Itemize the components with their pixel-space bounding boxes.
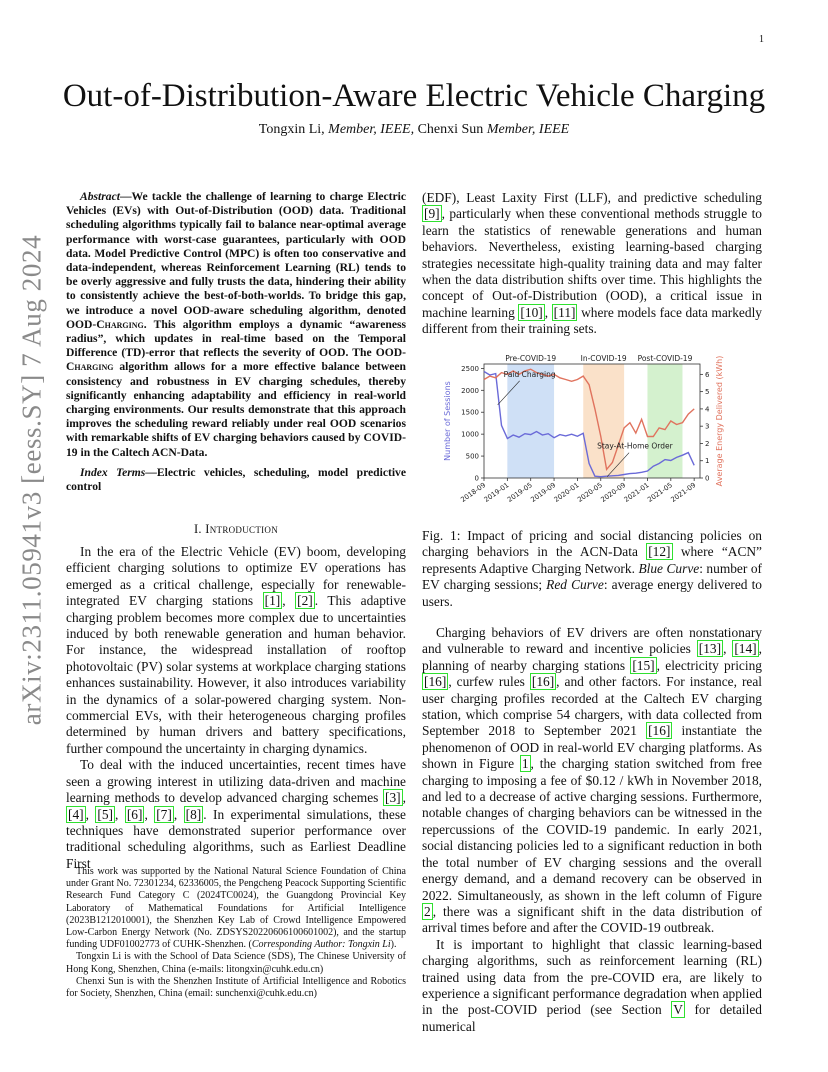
author-name: Chenxi Sun xyxy=(417,122,484,137)
paragraph-text: (EDF), Least Laxity First (LLF), and predictive scheduling xyxy=(422,190,762,205)
paragraph: To deal with the induced uncertainties, recent times have seen a growing interest in utilizing data-driven and machine learning methods to develop advanced charging schemes [3] , [4] , [5] , [6] , [7] , [8] . In experimental simulations, these techniques have demonstrated superior performance over traditional scheduling algorithms, such as Earliest Deadline First xyxy=(66,757,406,871)
abstract-text: . This algorithm employs a dynamic “awareness radius”, which updates in real-time based on the Temporal Difference (TD)-error that reflects the severity of OOD. The xyxy=(66,317,406,360)
citation-link[interactable]: [6] xyxy=(126,806,143,822)
y-tick-label: 500 xyxy=(465,452,479,461)
covid-period-region xyxy=(583,364,624,478)
citation-link[interactable]: [7] xyxy=(156,806,172,822)
arxiv-identifier xyxy=(12,234,52,726)
x-tick-label: 2021-09 xyxy=(669,481,698,504)
abstract-label: Abstract xyxy=(80,190,120,203)
citation-link[interactable]: [5] xyxy=(97,806,114,822)
red-curve-label: Red Curve xyxy=(546,577,604,593)
arxiv-identifier-text: arXiv:2311.05941v3 [eess.SY] 7 Aug 2024 xyxy=(16,234,47,726)
covid-period-region xyxy=(507,364,554,478)
paragraph-text: , particularly when these conventional methods struggle to learn the statistics of renewable generations and human behaviors. Nevertheless, existing learning-based charging strategies necessitate high-quality training data and may falter when the data distribution shifts over time. This highlights the concept of Out-of-Distribution (OOD), a critical issue in machine learning xyxy=(422,206,762,320)
section-heading: I. Introduction xyxy=(193,522,279,536)
figure-caption xyxy=(422,528,762,610)
paragraph-text: It is important to highlight that classic learning-based charging algorithms, such as reinforcement learning (RL) trained using data from the pre-COVID era, are likely to experience a significant performance degradation when applied in the post-COVID period (see Section xyxy=(422,936,762,1018)
paper-title: Out-of-Distribution-Aware Electric Vehicle Charging xyxy=(62,78,766,114)
x-tick-label: 2021-01 xyxy=(622,481,651,504)
y-tick-label: 1000 xyxy=(461,430,479,439)
region-label: In-COVID-19 xyxy=(580,354,627,363)
x-tick-label: 2020-05 xyxy=(576,481,604,504)
citation-link[interactable]: [16] xyxy=(648,723,671,739)
citation-link[interactable]: [16] xyxy=(531,674,555,690)
x-tick-label: 2019-01 xyxy=(482,481,511,504)
citation-link[interactable]: [15] xyxy=(632,657,655,673)
citation-link[interactable]: [13] xyxy=(698,641,722,657)
footnote-affiliation: Chenxi Sun is with the Shenzhen Institute of Artificial Intelligence and Robotics for Society, Shenzhen, China (email: sunchenxi@cuhk.edu.cn) xyxy=(66,975,406,1000)
index-terms-label: Index Terms xyxy=(80,466,146,479)
footnote-funding xyxy=(66,866,406,951)
y2-tick-label: 4 xyxy=(705,405,710,414)
citation-link[interactable]: [11] xyxy=(553,304,576,320)
right-column-intro xyxy=(422,190,762,338)
paragraph-text: To deal with the induced uncertainties, recent times have seen a growing interest in utilizing data-driven and machine learning methods to develop advanced charging schemes xyxy=(66,757,406,806)
index-terms xyxy=(66,466,406,494)
paragraph-text: , there was a significant shift in the data distribution of arrival times before and after the COVID-19 outbreak. xyxy=(422,903,762,936)
footnote-text: This work was supported by the National Natural Science Foundation of China under Grant No. 72301234, 62336005, the Pengcheng Peacock Supporting Scientific Research Fund Category C (2024TC0024), the Guangdong Provincial Key Laboratory of Mathematical Foundations for Artificial Intelligence (2023B1212010001), the Shenzhen Key Lab of Crowd Intelligence Empowered Low-Carbon Energy Network (No. ZDSYS20220606100601002), and the startup funding UDF01002773 of CUHK-Shenzhen. ( xyxy=(66,866,406,951)
region-label: Pre-COVID-19 xyxy=(505,354,557,363)
abstract-text: —We tackle the challenge of learning to charge Electric Vehicles (EVs) with Out-of-Distribution (OOD) data. Traditional scheduling algorithms typically fail to balance near-optimal average performance with worst-case guarantees, particularly with OOD data. Model Predictive Control (MPC) is often too conservative and data-independent, whereas Reinforcement Learning (RL) tends to be overly aggressive and fully trusts the data, hindering their ability to consistently achieve the best-of-both-worlds. To bridge this gap, we introduce a novel OOD-aware scheduling algorithm, denoted xyxy=(66,190,406,317)
y-tick-label: 1500 xyxy=(461,408,479,417)
figure-1 xyxy=(432,350,742,525)
x-tick-label: 2020-01 xyxy=(552,481,581,504)
x-tick-label: 2020-09 xyxy=(599,481,628,504)
paragraph xyxy=(66,544,406,757)
paragraph-text: , electricity pricing xyxy=(656,657,762,673)
paragraph-text: , curfew rules xyxy=(448,674,530,690)
paragraph: Charging behaviors of EV drivers are often nonstationary and vulnerable to reward and incentive policies [13] , [14] , planning of nearby charging stations [15] , electricity pricing [16] , curfew rules [16] , and other factors. For instance, real user charging profiles recorded at the Caltech EV charging station, which comprise 54 chargers, with data collected from September 2018 to September 2021 [16] instantiate the phenomenon of OOD in real-world EV charging platforms. As shown in Figure 1 , the charging station switched from free charging to imposing a fee of $0.12 / kWh in November 2018, and led to a decrease of active charging sessions. Furthermore, notable changes of charging behaviors can be witnessed in the repercussions of the COVID-19 pandemic. In early 2021, social distancing policies led to a significant reduction in both the total number of EV charging sessions and the overall energy demand, and a demand recovery can be observed in 2022. Simultaneously, as shown in the left column of Figure 2 , there was a significant shift in the data distribution of arrival times before and after the COVID-19 outbreak. xyxy=(422,625,763,936)
y-tick-label: 0 xyxy=(474,474,479,483)
paragraph-text: Charging behaviors of EV drivers are often nonstationary and vulnerable to reward and incentive policies xyxy=(422,625,762,657)
y2-tick-label: 2 xyxy=(705,439,710,448)
algorithm-name: OOD-Charging xyxy=(66,346,406,374)
y-tick-label: 2000 xyxy=(461,386,479,395)
footnote xyxy=(66,866,406,1000)
y2-tick-label: 1 xyxy=(705,457,710,466)
paragraph-text: where models face data markedly different from their training sets. xyxy=(422,304,762,337)
corresponding-author: Corresponding Author: Tongxin Li xyxy=(251,939,391,951)
ev-charging-chart xyxy=(432,350,742,525)
citation-link[interactable]: [16] xyxy=(424,674,447,690)
blue-curve-label: Blue Curve xyxy=(638,560,700,576)
paragraph-text: , and other factors. For instance, real user charging profiles recorded at the Caltech EV charging station, which comprise 54 chargers, with data collected from September 2018 to September 2021 xyxy=(422,674,763,739)
y2-axis-label: Average Energy Delivered (kWh) xyxy=(715,355,724,487)
section-link[interactable]: V xyxy=(673,1002,683,1018)
footnote-text: ). xyxy=(390,939,397,951)
caption-text: : number of EV charging sessions; xyxy=(422,560,762,593)
covid-period-region xyxy=(647,364,682,478)
author-role: Member, IEEE, xyxy=(328,122,415,137)
paragraph xyxy=(422,937,762,1035)
footnote-affiliation: Tongxin Li is with the School of Data Science (SDS), The Chinese University of Hong Kong, Shenzhen, China (e-mails: litongxin@cuhk.edu.cn) xyxy=(66,951,406,975)
paragraph-text: , the charging station switched from free charging to imposing a fee of $0.12 / kWh in November 2018, and led to a decrease of active charging sessions. Furthermore, notable changes of charging behaviors can be witnessed in the repercussions of the COVID-19 pandemic. In early 2021, social distancing policies led to a significant reduction in both the total number of EV charging sessions and the overall energy demand, and a demand recovery can be observed in 2022. Simultaneously, as shown in the left column of Figure xyxy=(422,756,762,903)
citation-link[interactable]: [9] xyxy=(424,206,440,222)
x-tick-label: 2019-09 xyxy=(529,481,558,504)
paragraph-text: In the era of the Electric Vehicle (EV) boom, developing efficient charging solutions to optimize EV operations has emerged as a critical challenge, especially for renewable-integrated EV charging stations xyxy=(66,544,406,609)
citation-link[interactable]: [8] xyxy=(185,806,202,822)
author-role: Member, IEEE xyxy=(486,122,570,137)
paragraph-text: . In experimental simulations, these techniques have demonstrated superior performance over traditional scheduling algorithms, such as Earliest Deadline First xyxy=(66,806,406,871)
annotation-label: Paid Charging xyxy=(503,369,556,379)
author-name: Tongxin Li, xyxy=(258,122,325,137)
abstract xyxy=(66,190,406,460)
citation-link[interactable]: [4] xyxy=(68,806,84,822)
paragraph: (EDF), Least Laxity First (LLF), and predictive scheduling [9] , particularly when these conventional methods struggle to learn the statistics of renewable generations and human behaviors. Nevertheless, existing learning-based charging strategies necessitate high-quality training data and may falter when the data distribution shifts over time. This highlights the concept of Out-of-Distribution (OOD), a critical issue in machine learning [10] , [11] where models face data markedly different from their training sets. xyxy=(422,190,762,337)
x-tick-label: 2018-09 xyxy=(459,481,488,504)
introduction-body xyxy=(66,544,406,872)
author-line xyxy=(60,122,768,138)
abstract-text: algorithm allows for a more effective balance between consistency and robustness in EV charging schedules, thereby significantly enhancing adaptability and efficiency in real-world charging environments. Our results demonstrate that this approach improves the scheduling reward reliably under real OOD scenarios with remarkable shifts of EV charging behaviors caused by COVID-19 in the Caltech ACN-Data. xyxy=(66,360,406,459)
citation-link[interactable]: [3] xyxy=(385,790,401,806)
caption-text: where “ACN” represents Adaptive Charging Network. xyxy=(422,544,762,576)
y2-tick-label: 6 xyxy=(705,370,710,379)
citation-link[interactable]: [10] xyxy=(520,304,543,320)
figure-link[interactable]: 1 xyxy=(521,756,529,772)
paragraph-text: . This adaptive charging problem becomes more complex due to uncertainties induced by both renewable generation and human behavior. For instance, the widespread installation of rooftop photovoltaic (PV) solar systems at workplace charging stations enhances sustainability. However, it also introduces variability in the dynamics of a solar-powered charging system. Non-commercial EVs, with their heterogeneous charging profiles determined by human drivers and battery specifications, further compound the uncertainty in charging dynamics. xyxy=(66,593,406,756)
citation-link[interactable]: [1] xyxy=(264,593,281,609)
y2-tick-label: 5 xyxy=(705,388,710,397)
citation-link[interactable]: [14] xyxy=(734,641,757,657)
x-tick-label: 2019-05 xyxy=(505,481,534,504)
figure-link[interactable]: 2 xyxy=(424,903,431,919)
algorithm-name: OOD-Charging xyxy=(66,317,144,331)
caption-text: : average energy delivered to users. xyxy=(422,577,762,609)
right-column-body xyxy=(422,625,762,1035)
caption-text: Fig. 1: Impact of pricing and social distancing policies on charging behaviors in the ACN-Data xyxy=(422,528,762,560)
y2-tick-label: 3 xyxy=(705,422,710,431)
separator: , xyxy=(282,593,296,609)
y-tick-label: 2500 xyxy=(461,364,479,373)
paragraph-text: , planning of nearby charging stations xyxy=(422,641,762,673)
index-terms-text: —Electric vehicles, scheduling, model predictive control xyxy=(66,466,406,494)
y-axis-label: Number of Sessions xyxy=(443,381,452,461)
paragraph-text: instantiate the phenomenon of OOD in real-world EV charging platforms. As shown in Figure xyxy=(422,723,762,772)
region-label: Post-COVID-19 xyxy=(637,354,693,363)
annotation-label: Stay-At-Home Order xyxy=(597,441,673,451)
paragraph-text: for detailed numerical xyxy=(422,1002,762,1034)
x-tick-label: 2021-05 xyxy=(646,481,674,504)
y2-tick-label: 0 xyxy=(705,474,710,483)
citation-link[interactable]: [12] xyxy=(648,544,671,560)
page-number: 1 xyxy=(759,34,764,45)
citation-link[interactable]: [2] xyxy=(297,593,313,609)
